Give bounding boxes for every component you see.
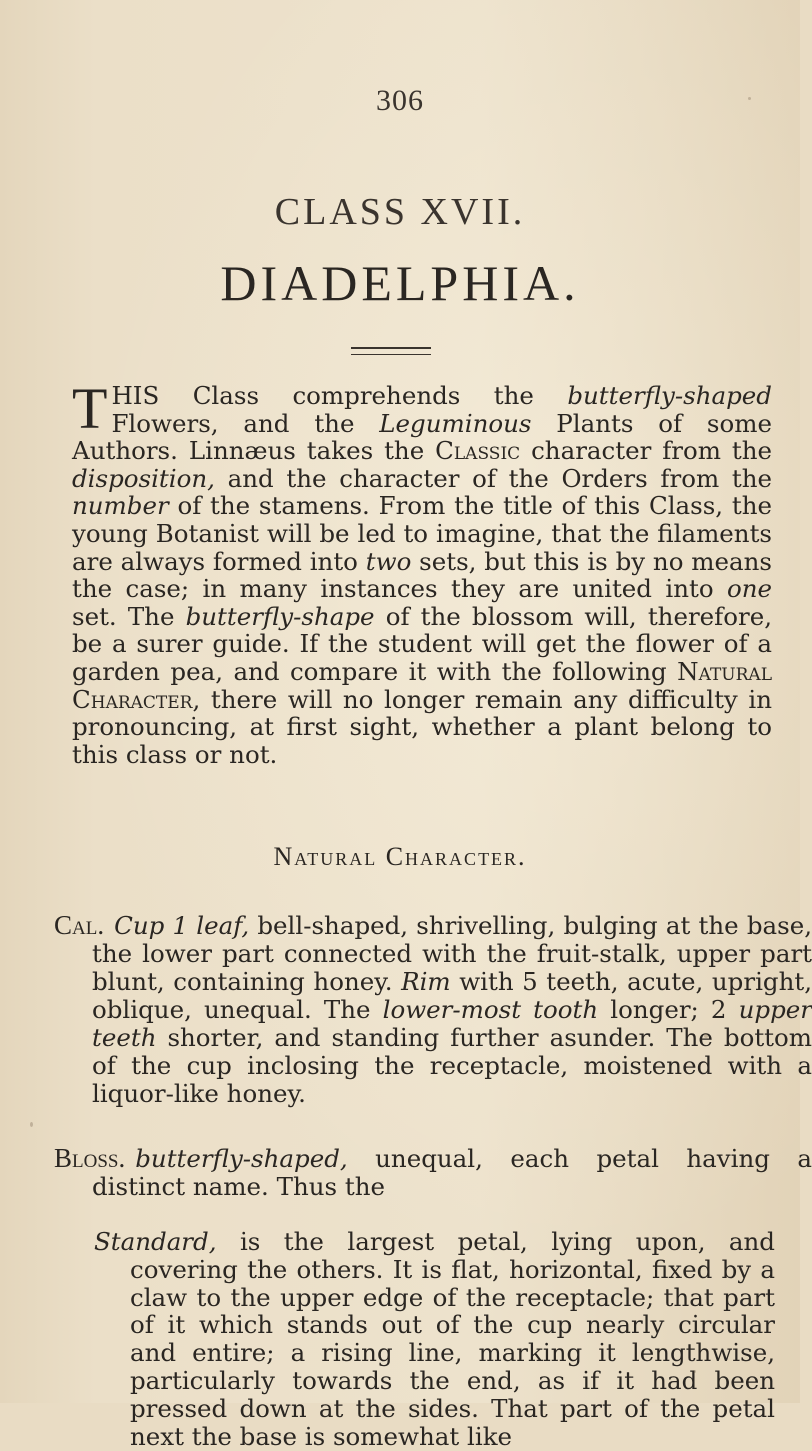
blossom-label: Bloss.	[54, 1143, 126, 1173]
intro-text: Plants of some Authors. Linnæus takes the	[72, 408, 772, 466]
page-title: DIADELPHIA.	[220, 255, 580, 311]
intro-emphasis: two	[365, 546, 412, 576]
paper-speck	[30, 1122, 33, 1127]
blossom-entry	[54, 1144, 812, 1201]
intro-small-caps: Natural Character,	[72, 656, 772, 714]
calyx-label: Cal.	[54, 910, 105, 940]
entry-emphasis: upper teeth	[92, 995, 812, 1052]
entry-emphasis: lower-most tooth	[382, 995, 599, 1024]
section-heading: Natural Character.	[273, 842, 527, 871]
paper-speck	[748, 97, 751, 100]
intro-text: HIS Class comprehends the	[111, 381, 568, 410]
drop-cap: T	[72, 376, 108, 441]
page-number: 306	[376, 84, 424, 117]
entry-text: with 5 teeth, acute, upright, oblique, unequal. The	[92, 967, 812, 1024]
intro-emphasis: disposition,	[72, 463, 215, 493]
paper-speck	[704, 1034, 708, 1038]
paper-speck	[693, 1370, 696, 1373]
entry-emphasis: Rim	[401, 967, 451, 996]
intro-emphasis: one	[726, 574, 772, 604]
intro-emphasis: butterfly-shape	[185, 601, 375, 631]
intro-emphasis: butterfly-shaped	[567, 381, 772, 410]
entry-text: bell-shaped, shrivelling, bulging at the base, the lower part connected with the fruit-stalk, upper part blunt, containing honey.	[92, 911, 812, 996]
intro-text: and the character of the Orders from the	[214, 463, 772, 493]
decorative-rule	[351, 347, 431, 355]
entry-emphasis: Standard,	[94, 1227, 217, 1256]
intro-paragraph	[72, 376, 773, 769]
standard-entry	[94, 1227, 775, 1451]
intro-text: Flowers, and the	[111, 408, 380, 438]
intro-text: of the stamens. From the title of this Class, the young Botanist will be led to imagine, that the filaments are always formed into	[72, 491, 772, 576]
intro-small-caps: Classic	[435, 436, 521, 466]
intro-text: sets, but this is by no means the case; in many instances they are united into	[72, 546, 772, 604]
intro-text: of the blossom will, therefore, be a surer guide. If the student will get the flower of a garden pea, and compare it with the following	[72, 601, 772, 686]
entry-emphasis: Cup 1 leaf,	[114, 911, 250, 940]
intro-text: character from the	[520, 436, 773, 466]
entry-text: longer; 2	[598, 995, 739, 1024]
class-heading: CLASS XVII.	[274, 191, 526, 233]
entry-text: shorter, and standing further asunder. The bottom of the cup inclosing the receptacle, moistened with a liquor-like honey.	[92, 1023, 812, 1108]
intro-emphasis: Leguminous	[379, 408, 532, 438]
intro-text: set. The	[72, 601, 186, 631]
intro-text: there will no longer remain any difficulty in pronouncing, at first sight, whether a plant belong to this class or not.	[72, 684, 772, 769]
entry-text: is the largest petal, lying upon, and covering the others. It is flat, horizontal, fixed by a claw to the upper edge of the receptacle; that part of it which stands out of the cup nearly circular and entire; a rising line, marking it lengthwise, particularly towards the end, as if it had been pressed down at the sides. That part of the petal next the base is somewhat like	[130, 1227, 775, 1451]
intro-emphasis: number	[72, 491, 169, 521]
entry-text: unequal, each petal having a distinct name. Thus the	[92, 1144, 812, 1201]
calyx-entry	[54, 911, 812, 1108]
entry-emphasis: butterfly-shaped,	[135, 1144, 348, 1173]
